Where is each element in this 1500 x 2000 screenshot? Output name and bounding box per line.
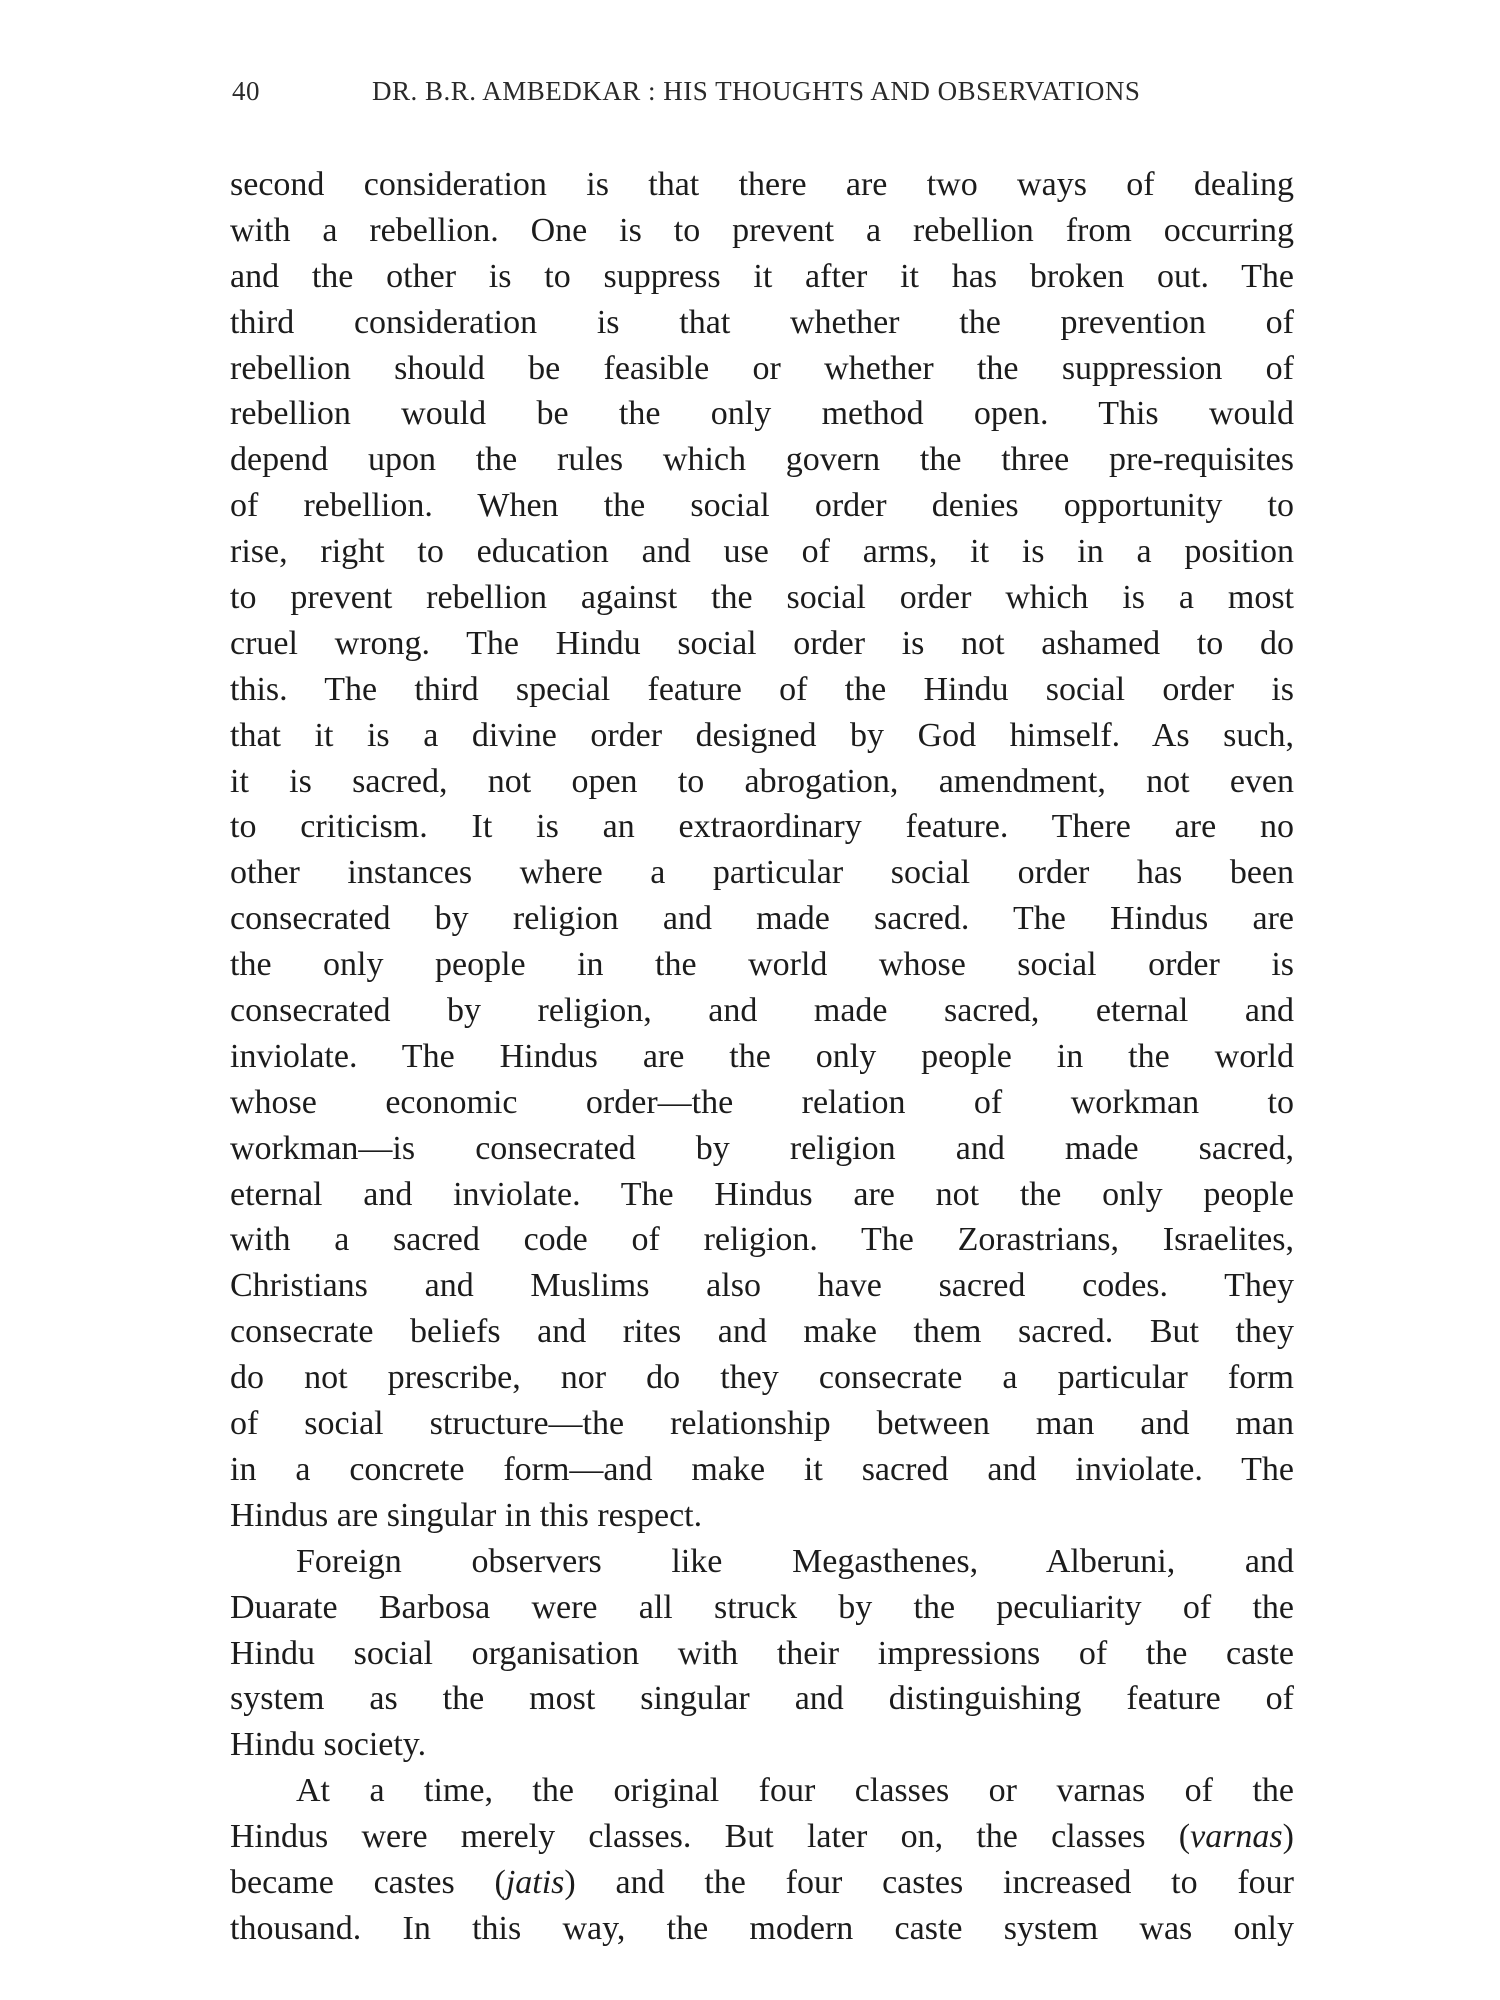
text-line: it is sacred, not open to abrogation, amendment, not even (230, 762, 1294, 800)
text-line: of social structure—the relationship between man and man (230, 1405, 1294, 1443)
text-line: rebellion would be the only method open. This would (230, 395, 1294, 433)
text-line: consecrate beliefs and rites and make them sacred. But they (230, 1313, 1294, 1351)
text-line: with a rebellion. One is to prevent a rebellion from occurring (230, 211, 1294, 249)
text-line: cruel wrong. The Hindu social order is not ashamed to do (230, 624, 1294, 662)
text-line: in a concrete form—and make it sacred and inviolate. The (230, 1450, 1294, 1488)
text-line: Foreign observers like Megasthenes, Alberuni, and (296, 1542, 1294, 1580)
text-line: At a time, the original four classes or varnas of the (296, 1772, 1294, 1810)
text-line: that it is a divine order designed by God himself. As such, (230, 716, 1294, 754)
text-line: Hindu social organisation with their impressions of the caste (230, 1634, 1294, 1672)
text-line: depend upon the rules which govern the three pre-requisites (230, 441, 1294, 479)
text-line: inviolate. The Hindus are the only people in the world (230, 1037, 1294, 1075)
text-line (230, 1814, 1294, 1860)
text-line: Christians and Muslims also have sacred codes. They (230, 1267, 1294, 1305)
text-line: system as the most singular and distinguishing feature of (230, 1680, 1294, 1718)
body-text (230, 162, 1294, 1952)
italic-term: varnas (1190, 1818, 1283, 1856)
line-segment: became castes ( (230, 1863, 506, 1901)
text-line: workman—is consecrated by religion and made sacred, (230, 1129, 1294, 1167)
italic-term: jatis (505, 1863, 565, 1901)
text-line: the only people in the world whose social order is (230, 946, 1294, 984)
text-line: consecrated by religion and made sacred. The Hindus are (230, 900, 1294, 938)
text-line: other instances where a particular social order has been (230, 854, 1294, 892)
text-line: with a sacred code of religion. The Zorastrians, Israelites, (230, 1221, 1294, 1259)
text-line: consecrated by religion, and made sacred, eternal and (230, 992, 1294, 1030)
text-line: second consideration is that there are two ways of dealing (230, 166, 1294, 203)
text-line: do not prescribe, nor do they consecrate a particular form (230, 1359, 1294, 1397)
text-line (230, 1860, 1294, 1906)
line-segment: Hindus were merely classes. But later on, the classes ( (230, 1818, 1191, 1856)
text-line: this. The third special feature of the Hindu social order is (230, 670, 1294, 708)
line-segment: ) and the four castes increased to four (564, 1863, 1294, 1901)
text-line: and the other is to suppress it after it has broken out. The (230, 257, 1294, 295)
text-line: rise, right to education and use of arms, it is in a position (230, 533, 1294, 571)
text-line: to prevent rebellion against the social order which is a most (230, 579, 1294, 617)
text-line: rebellion should be feasible or whether the suppression of (230, 349, 1294, 387)
text-line: thousand. In this way, the modern caste system was only (230, 1909, 1294, 1947)
text-line: of rebellion. When the social order denies opportunity to (230, 487, 1294, 525)
running-header (232, 76, 1312, 116)
line-segment: ) (1282, 1818, 1294, 1856)
text-line: Duarate Barbosa were all struck by the peculiarity of the (230, 1588, 1294, 1626)
text-line: eternal and inviolate. The Hindus are not the only people (230, 1175, 1294, 1213)
text-line: to criticism. It is an extraordinary feature. There are no (230, 808, 1294, 846)
text-line: third consideration is that whether the prevention of (230, 303, 1294, 341)
running-title: DR. B.R. AMBEDKAR : HIS THOUGHTS AND OBSERVATIONS (372, 76, 1141, 106)
text-line: Hindus are singular in this respect. (230, 1496, 703, 1534)
text-line: whose economic order—the relation of workman to (230, 1083, 1294, 1121)
page-number: 40 (232, 76, 260, 106)
text-line: Hindu society. (230, 1726, 427, 1764)
